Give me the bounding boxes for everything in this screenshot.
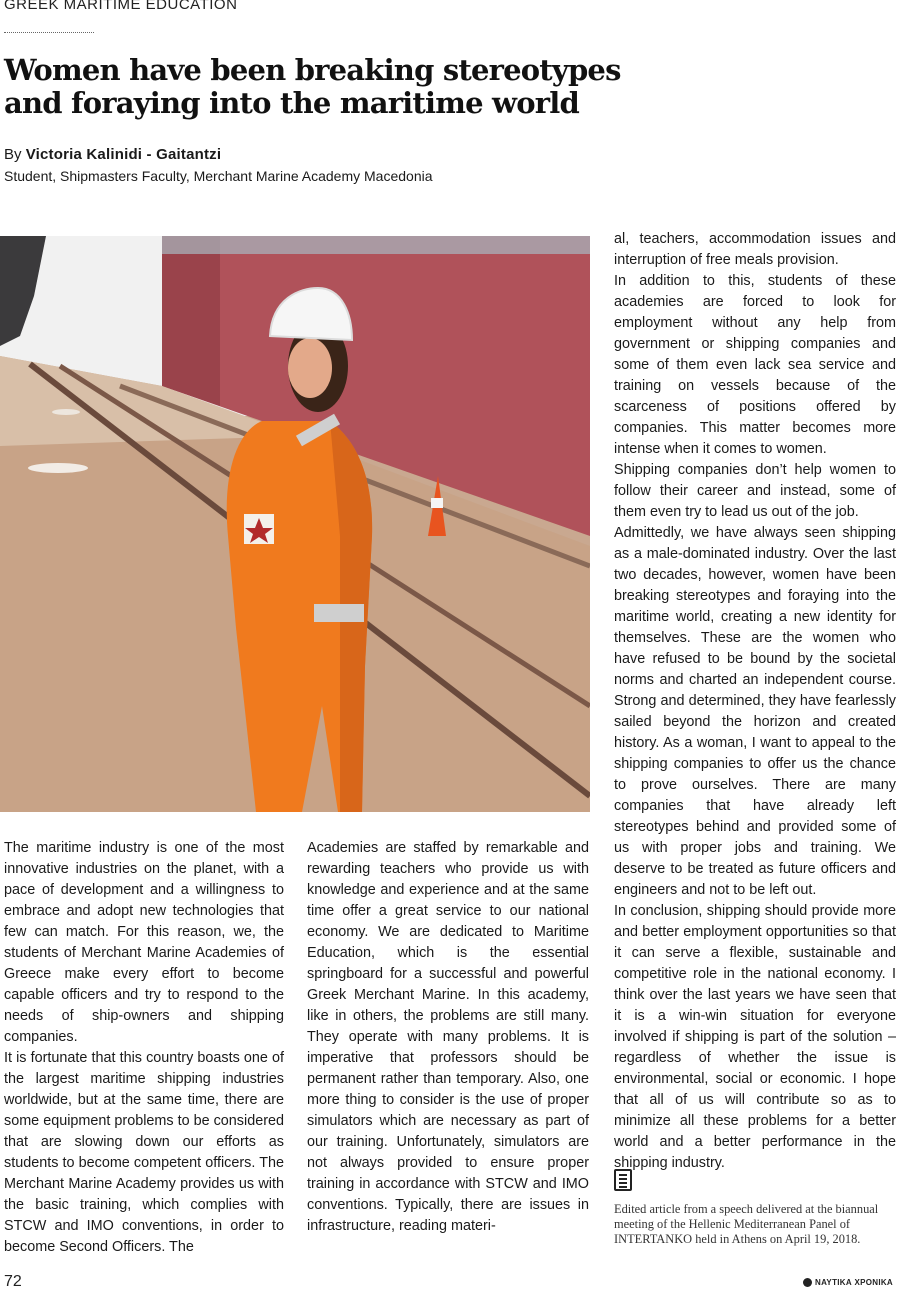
photo-face [288,338,332,398]
photo-reflective-stripe [314,604,364,622]
byline-prefix: By [4,146,22,163]
paragraph: Shipping companies don’t help women to follow their career and instead, some of them even try to lead us out of the job. [614,462,896,520]
editor-note: Edited article from a speech delivered at the biannual meeting of the Hellenic Mediterranean Panel of INTERTANKO held in Athens on April 19, 2018. [614,1202,879,1246]
column-2 [307,838,589,1237]
photo-deck-fitting [52,409,80,415]
article-photo [0,236,590,812]
paragraph: In conclusion, shipping should provide more and better employment opportunities so that it can serve a flexible, sustainable and competitive role in the national economy. I think over the last years we have seen that it is a win-win situation for everyone involved if shipping is part of the solution – regardless of whether the issue is environmental, social or economic. I hope that all of us will contribute so as to minimize all these problems for a better world and a better performance in the shipping industry. [614,903,896,1171]
photo-hull-shadow [162,236,220,406]
paragraph: Academies are staffed by remarkable and rewarding teachers who provide us with knowledge and experience and at the same time offer a great service to our national economy. We are dedicated to Maritime Education, which is the essential springboard for a successful and powerful Greek Merchant Marine. In this academy, like in others, the problems are still many. They operate with many problems. It is imperative that professors should be permanent rather than temporary. Also, one more thing to consider is the use of proper simulators which are necessary as part of our training. Unfortunately, simulators are not always provided to ensure proper training in accordance with STCW and IMO conventions. Typically, there are issues in infrastructure, reading materi- [307,840,589,1234]
column-3 [614,229,896,1174]
paragraph: It is fortunate that this country boasts one of the largest maritime shipping industries worldwide, but at the same time, there are some equipment problems to be considered that are slowing down our efforts as students to become competent officers. The Merchant Marine Academy provides us with the basic training, which complies with STCW and IMO conventions, in order to become Second Officers. The [4,1050,284,1255]
author-name: Victoria Kalinidi - Gaitantzi [25,146,222,163]
publication-masthead [803,1278,893,1287]
masthead-name: ΝΑΥΤΙΚΑ ΧΡΟΝΙΚΑ [815,1278,893,1287]
photo-traffic-cone-band [431,498,443,508]
photo-hull-band [162,236,590,254]
paragraph: Admittedly, we have always seen shipping as a male-dominated industry. Over the last two decades, however, women have been breaking stereotypes and foraying into the maritime world, creating a new identity for themselves. These are the women who have refused to be bound by the societal norms and charted an independent course. Strong and determined, they have fearlessly sailed beyond the horizon and created history. As a woman, I want to appeal to the shipping companies to offer us the chance to prove ourselves. There are many companies that have already left stereotypes behind and provided some of us with proper jobs and training. We deserve to be treated as future officers and engineers and not to be left out. [614,525,896,898]
byline [4,146,221,163]
paragraph: In addition to this, students of these academies are forced to look for employment without any help from government or shipping companies and some of them even lack sea service and training on vessels because of the scarceness of positions offered by companies. This matter becomes more intense when it comes to women. [614,273,896,457]
author-affiliation: Student, Shipmasters Faculty, Merchant Marine Academy Macedonia [4,168,433,184]
section-divider [4,32,94,33]
column-1 [4,838,284,1258]
page-number: 72 [4,1273,22,1290]
section-tag: GREEK MARITIME EDUCATION [4,0,238,13]
article-title: Women have been breaking stereotypes and foraying into the maritime world [4,53,621,120]
paragraph: The maritime industry is one of the most innovative industries on the planet, with a pace of development and a willingness to embrace and adopt new technologies that few can match. For this reason, we, the students of Merchant Marine Academies of Greece make every effort to become capable officers and try to respond to the needs of ship-owners and shipping companies. [4,840,284,1045]
article-icon [614,1169,632,1191]
paragraph: al, teachers, accommodation issues and interruption of free meals provision. [614,231,896,268]
masthead-logo-icon [803,1278,812,1287]
photo-deck-fitting [28,463,88,473]
